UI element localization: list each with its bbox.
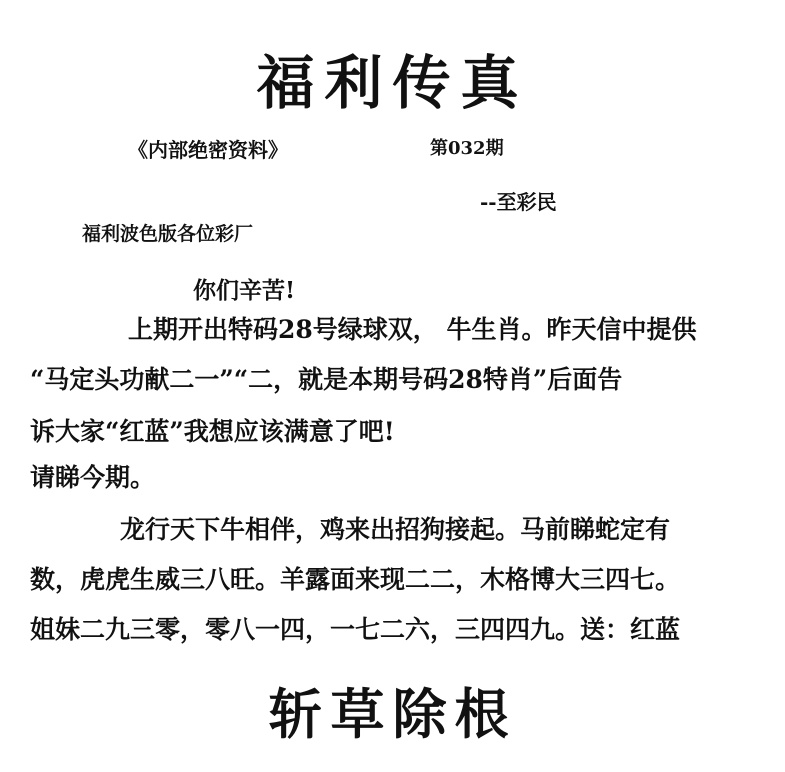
page-title: 福利传真 [256, 49, 529, 117]
body-line: 诉大家“红蓝”我想应该满意了吧! [30, 417, 395, 446]
body-line: 姐妹二九三零，零八一四，一七二六，三四四九。送：红蓝 [30, 615, 681, 644]
body-line: 龙行天下牛相伴，鸡来出招狗接起。马前睇蛇定有 [120, 515, 671, 544]
signature: --至彩民 [480, 190, 557, 214]
body-line: 请睇今期。 [30, 463, 156, 492]
internal-label: 《内部绝密资料》 [128, 138, 288, 162]
body-line: 数，虎虎生威三八旺。羊露面来现二二，木格博大三四七。 [30, 565, 681, 594]
greeting-line: 你们辛苦! [193, 277, 296, 304]
issue-label: 第032期 [430, 138, 504, 159]
footer-slogan: 斩草除根 [268, 682, 517, 746]
body-line: “马定头功献二一”“二，就是本期号码28特肖”后面告 [30, 365, 623, 394]
addressee-line: 福利波色版各位彩厂 [82, 223, 254, 245]
body-line: 上期开出特码28号绿球双， 牛生肖。昨天信中提供 [128, 315, 697, 344]
